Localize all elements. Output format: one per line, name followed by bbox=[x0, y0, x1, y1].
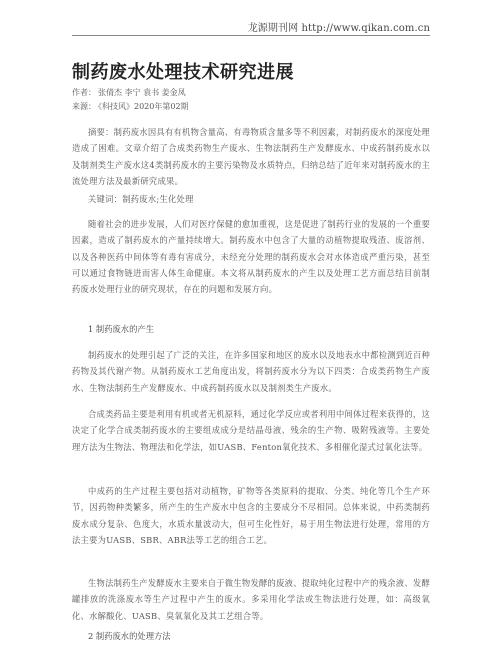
abstract bbox=[72, 124, 430, 189]
keywords bbox=[72, 191, 430, 207]
authors-label: 作者： bbox=[72, 88, 96, 97]
article-title: 制药废水处理技术研究进展 bbox=[72, 62, 294, 83]
intro-paragraph: 随着社会的进步发展，人们对医疗保健的愈加重视，这是促进了制药行业的发展的一个重要因素，造成了制药废水的产量持续增大。制药废水中包含了大量的动植物提取残渣、废溶剂、以及各种医药中间体等有毒有害成分，未经充分处理的制药废水会对水体造成严重污染，甚至可以通过食物链进而害人体生命健康。本文将从制药废水的产生以及处理工艺方面总结目前制药废水处理行业的研究现状，存在的问题和发展方向。 bbox=[72, 219, 430, 295]
authors-line bbox=[72, 87, 186, 98]
header-divider bbox=[72, 35, 430, 36]
source-label: 来源： bbox=[72, 102, 96, 111]
paragraph-1: 制药废水的处理引起了广泛的关注，在许多国家和地区的废水以及地表水中都检测到近百种药物及其代谢产物。从制药废水工艺角度出发，将制药废水分为以下四类：合成类药物生产废水、生物法制药生产发酵废水、中成药制药废水以及制剂类生产废水。 bbox=[72, 350, 430, 393]
site-header[interactable]: 龙源期刊网 http://www.qikan.com.cn bbox=[247, 23, 430, 34]
paragraph-3: 中成药的生产过程主要包括对动植物，矿物等各类原料的提取、分类、纯化等几个生产环节，因药物种类繁多，所产生的生产废水中包含的主要成分不尽相同。总体来说，中药类制药废水成分复杂、色度大，水质水量波动大，但可生化性好，易于用生物法进行处理，常用的方法主要为UASB、SBR、ABR法等工艺的组合工艺。 bbox=[72, 486, 430, 545]
source: 《科技风》2020年第02期 bbox=[98, 102, 189, 111]
section-2-heading: 2 制药废水的处理方法 bbox=[88, 631, 171, 641]
paragraph-2: 合成类药品主要是利用有机或者无机原料，通过化学反应或者利用中间体过程来获得的，这决定了化学合成类制药废水的主要组成成分是结晶母液、残余的生产物、吸附残液等。主要处理方法为生物法、物理法和化学法，如UASB、Fenton氧化技术、多相催化湿式过氧化法等。 bbox=[72, 409, 430, 452]
abstract-label: 摘要： bbox=[88, 127, 114, 137]
section-1-heading: 1 制药废水的产生 bbox=[88, 324, 154, 334]
source-line bbox=[72, 101, 189, 112]
paragraph-4: 生物法制药生产发酵废水主要来自于微生物发酵的废液、提取纯化过程中产的残余液、发酵罐排放的洗涤废水等生产过程中产生的废水。多采用化学法或生物法进行处理，如：高级氧化、水解酸化、UASB、臭氧氧化及其工艺组合等。 bbox=[72, 578, 430, 621]
authors: 张倩杰 李宁 袁书 姜金凤 bbox=[98, 88, 186, 97]
keywords-label: 关键词： bbox=[88, 194, 123, 204]
keywords-text: 制药废水;生化处理 bbox=[122, 194, 194, 204]
abstract-text: 制药废水因具有有机物含量高、有毒物质含量多等不利因素，对制药废水的深度处理造成了困难。文章介绍了合成类药物生产废水、生物法制药生产发酵废水、中成药制药废水以及制剂类生产废水这4类制药废水的主要污染物及水质特点，归纳总结了近年来对制药废水的主流处理方法及最新研究成果。 bbox=[72, 127, 430, 186]
